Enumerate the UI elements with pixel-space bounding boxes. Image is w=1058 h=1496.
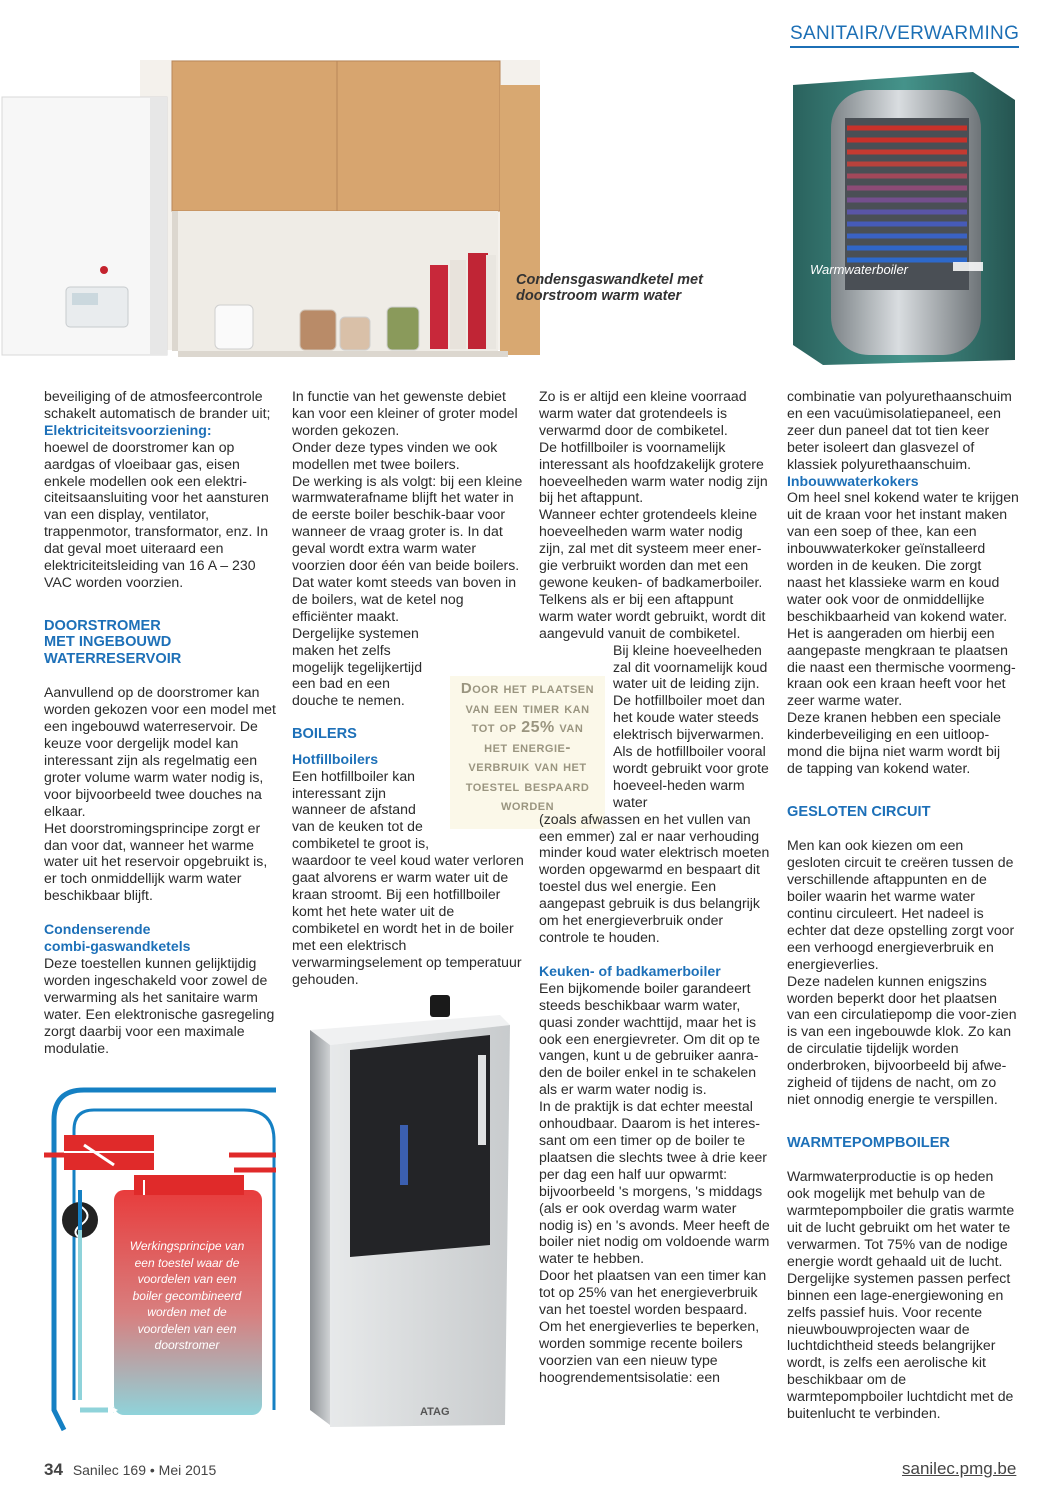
subheading-elektriciteit: Elektriciteitsvoorziening: [44, 421, 212, 438]
quote-text: tot op [471, 719, 517, 736]
page-number: 34 [44, 1460, 63, 1479]
quote-line: worden [500, 797, 555, 814]
quote-line: het energie- [484, 738, 571, 756]
kitchen-caption-line: doorstroom warm water [516, 288, 682, 304]
paragraph: Men kan ook kiezen om een gesloten circuit te creëren tussen de verschillende aftappunten en de boiler waarin het warme water continu circuleert. Het nadeel is echter dat deze opstelling zorgt voor een verhoogd energieverbruik en energieverlies. [787, 837, 1015, 972]
quote-line: Door het plaatsen [460, 680, 595, 697]
quote-line: verbruik van het [468, 758, 587, 775]
heading-line: WATERRESERVOIR [44, 650, 182, 667]
paragraph: Onder deze types vinden we ook modellen met twee boilers. [292, 438, 498, 472]
paragraph: Een bijkomende boiler garandeert steeds beschikbaar warm water, quasi zonder wachttijd, maar het is ook een energievreter. Om dit op te vangen, kunt u de gebruiker aanra-den de boiler enkel in te schakelen als er warm water nodig is. [539, 979, 760, 1098]
kitchen-caption-line: Condensgaswandketel met [516, 272, 703, 288]
atag-logo: ATAG [420, 1406, 450, 1418]
paragraph: In functie van het gewenste debiet kan voor een kleiner of groter model worden gekozen. [292, 388, 518, 438]
heading-inbouwwaterkokers: Inbouwwaterkokers [787, 472, 919, 489]
paragraph: beveiliging of de atmosfeercontrole schakelt automatisch de brander uit; [44, 388, 271, 421]
paragraph: (zoals afwassen en het vullen van een emmer) zal er naar verhouding minder koud water elektrisch moeten worden opgewarmd en bespaart dit toestel dus wel energie. Een aangepast gebruik is dus belangrijk om het energieverbruik onder controle te houden. [539, 810, 770, 945]
paragraph-text: Een hotfillboiler kan interessant zijn wanneer de afstand van de keuken tot de combiketel te groot is, waardoor te veel koud water verloren gaat alvorens er warm water uit de kraan stroomt. Bij een hotfillboiler komt het hete water uit de combiketel en wordt het in de boiler met een elektrisch verwarmingselement op temperatuur gehouden. [292, 767, 524, 987]
heading-hotfillboilers: Hotfillboilers [292, 750, 379, 767]
paragraph: De werking is als volgt: bij een kleine warmwaterafname blijft het water in de eerste boiler beschik-baar voor wanneer de vraag groter is. In dat geval wordt extra warm water voorzien door één van beide boilers. Dat water komt steeds van boven in de boilers, wat de ketel nog efficiënter maakt. [292, 472, 523, 624]
paragraph: Bij kleine hoeveelheden zal dit voornamelijk koud water uit de leiding zijn. De hotfillboiler moet dan het koude water steeds elektrisch bijverwarmen. Als de hotfillboiler vooral wordt gebruikt voor grote hoeveel-heden warm water [613, 641, 769, 810]
paragraph: Het is aangeraden om hierbij een aangepaste mengkraan te plaatsen die naast een thermische voormeng-kraan ook een kraan heeft voor het zeer warme water. [787, 624, 1016, 709]
heading-line: Condenserende [44, 921, 151, 938]
warmwaterboiler-caption: Warmwaterboiler [810, 262, 909, 277]
paragraph: Dergelijke systemen maken het zelfs mogelijk tegelijkertijd een bad en een douche te nemen. [292, 624, 423, 709]
paragraph: In de praktijk is dat echter meestal onhoudbaar. Daarom is het interes-sant om een timer op de boiler te plaatsen die slechts twee à drie keer per dag een half uur opwarmt: bijvoorbeeld 's morgens, 's middags (als er ook overdag warm water nodig is) en 's avonds. Meer heeft de boiler niet nodig om voldoende warm water te hebben. [539, 1098, 770, 1267]
paragraph: Deze kranen hebben een speciale kinderbeveiliging en een uitloop-mond die bijna niet warm wordt bij de tapping van kokend water. [787, 709, 1001, 776]
heading-keuken-badkamerboiler: Keuken- of badkamerboiler [539, 962, 721, 979]
column-4 [787, 388, 1019, 1422]
kitchen-photo-caption [516, 272, 703, 304]
paragraph: combinatie van polyurethaanschuim en een vacuümisolatiepaneel, een zeer dun paneel dat tot tien keer beter isoleert dan glasvezel of klassiek polyurethaanschuim. [787, 388, 1012, 472]
footer-issue [44, 1460, 216, 1480]
quote-line: van een timer kan [465, 699, 590, 717]
heading-boilers: BOILERS [292, 726, 357, 743]
paragraph: hoewel de doorstromer kan op aardgas of vloeibaar gas, eisen enkele modellen ook een elektri-citeitsaansluiting voor het aansturen van een display, ventilator, trappenmotor, transformator, enz. In dat geval moet uiteraard een elektriciteitsleiding van 16 A – 230 VAC worden voorzien. [44, 438, 269, 590]
paragraph: Aanvullend op de doorstromer kan worden gekozen voor een model met een ingebouwd waterreservoir. De keuze voor dergelijk model kan interessant zijn als regelmatig een groter volume warm water nodig is, voor bijvoorbeeld twee douches na elkaar. [44, 684, 276, 819]
paragraph: Om heel snel kokend water te krijgen uit de kraan voor het instant maken van een soep of thee, kan een inbouwwaterkoker geïnstalleerd worden in de keuken. Die zorgt naast het klassieke warm en koud water ook voor de onmiddellijke beschikbaarheid van kokend water. [787, 489, 1019, 624]
quote-percent: 25% [521, 719, 555, 736]
column-1 [44, 388, 276, 1056]
atag-boiler-photo [290, 995, 530, 1435]
heading-doorstromer [44, 618, 276, 668]
quote-line: toestel bespaard [465, 777, 590, 795]
paragraph: Om het energieverlies te beperken, worden sommige recente boilers voorzien van een nieuw type hoogrendementsisolatie: een [539, 1317, 760, 1385]
paragraph: Zo is er altijd een kleine voorraad warm water dat grotendeels is verwarmd door de combiketel. [539, 388, 747, 438]
section-tag: SANITAIR/VERWARMING [790, 22, 1019, 48]
kitchen-boiler-photo [0, 55, 540, 360]
quote-text: van [559, 719, 584, 736]
heading-gesloten-circuit: GESLOTEN CIRCUIT [787, 803, 931, 820]
paragraph: Warmwaterproductie is op heden ook mogelijk met behulp van de warmtepompboiler die gratis warmte uit de lucht gebruikt om het water te verwarmen. Tot 75% van de nodige energie wordt gehaald uit de lucht. Dergelijke systemen passen perfect binnen een lage-energiewoning en zelfs passief huis. Voor recente nieuwbouwprojecten waar de luchtdichtheid steeds belangrijker wordt, is zelfs een aerolische kit beschikbaar om de warmtepompboiler luchtdicht met de buitenlucht te verbinden. [787, 1168, 1015, 1422]
column-3 [539, 388, 771, 1386]
paragraph: Door het plaatsen van een timer kan tot op 25% van het energieverbruik van het toestel worden bespaard. [539, 1267, 767, 1318]
paragraph: Deze nadelen kunnen enigszins worden beperkt door het plaatsen van een circulatiepomp die voor-zien is van een ingebouwde klok. Zo kan de circulatie tijdelijk worden onderbroken, bijvoorbeeld bij afwe-zigheid of tijdens de nacht, om zo niet onnodig energie te verspillen. [787, 972, 1017, 1107]
website-link[interactable]: sanilec.pmg.be [902, 1459, 1017, 1478]
heading-line: combi-gaswandketels [44, 938, 191, 955]
heading-condenserende [44, 921, 276, 955]
diagram-caption: Werkingsprincipe van een toestel waar de voordelen van een boiler gecombineerd worden met de voordelen van een doorstromer [129, 1239, 245, 1352]
paragraph: De hotfillboiler is voornamelijk interessant als hoofdzakelijk grotere hoeveelheden warm water nodig zijn bij het aftappunt. [539, 438, 768, 506]
paragraph: Wanneer echter grotendeels kleine hoeveelheden warm water nodig zijn, zal met dit systeem meer ener-gie verbruikt worden dan met een gewone keuken- of badkamerboiler. Telkens als er bij een aftappunt warm water wordt gebruikt, wordt dit aangevuld vanuit de combiketel. [539, 506, 766, 641]
paragraph: Deze toestellen kunnen gelijktijdig worden ingeschakeld voor zowel de verwarming als het sanitaire warm water. Een elektronische gasregeling zorgt daarbij voor een maximale modulatie. [44, 954, 275, 1056]
paragraph: Het doorstromingsprincipe zorgt er dan voor dat, wanneer het warme water uit het reservoir opgebruikt is, er toch onmiddellijk warm water beschikbaar blijft. [44, 819, 268, 904]
heading-line: DOORSTROMER [44, 617, 161, 634]
heading-line: MET INGEBOUWD [44, 634, 172, 651]
issue-label: Sanilec 169 • Mei 2015 [72, 1462, 217, 1478]
warmwaterboiler-photo [783, 60, 1023, 370]
heading-warmtepompboiler: WARMTEPOMPBOILER [787, 1134, 950, 1151]
